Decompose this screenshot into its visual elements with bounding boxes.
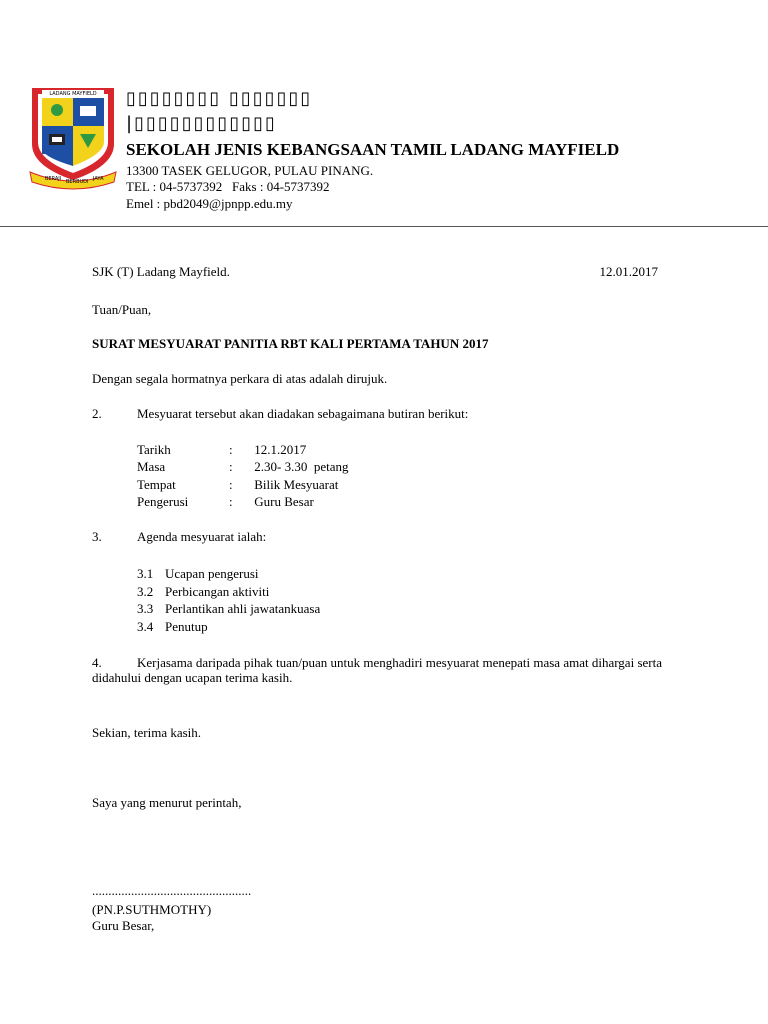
agenda-item-number: 3.2 <box>137 584 154 599</box>
agenda-item-text: Ucapan pengerusi <box>165 566 259 581</box>
paragraph-2-number: 2. <box>92 406 102 421</box>
paragraph-2-text: Mesyuarat tersebut akan diadakan sebagaimana butiran berikut: <box>137 406 469 421</box>
agenda-item-number: 3.3 <box>137 601 154 616</box>
svg-text:LADANG MAYFIELD: LADANG MAYFIELD <box>49 91 97 97</box>
school-name: SEKOLAH JENIS KEBANGSAAN TAMIL LADANG MAYFIELD <box>126 140 620 159</box>
detail-label-time: Masa <box>137 459 166 474</box>
detail-value-chair: Guru Besar <box>251 494 314 509</box>
detail-colon: : <box>229 477 233 492</box>
school-phones: TEL : 04-5737392 Faks : 04-5737392 <box>126 179 330 194</box>
svg-text:BERAJI: BERAJI <box>45 176 62 182</box>
school-name-tamil-line2: |▯▯▯▯▯▯▯▯▯▯▯▯ <box>126 113 277 134</box>
detail-label-chair: Pengerusi <box>137 494 189 509</box>
signature-line: ................................................. <box>92 883 252 898</box>
svg-text:BERBUDI: BERBUDI <box>66 179 89 185</box>
paragraph-4 <box>92 655 692 685</box>
paragraph-3-number: 3. <box>92 529 102 544</box>
detail-colon: : <box>229 442 233 457</box>
detail-label-place: Tempat <box>137 477 176 492</box>
agenda-item-text: Perlantikan ahli jawatankuasa <box>165 601 321 616</box>
agenda-item-number: 3.1 <box>137 566 154 581</box>
signer-name: (PN.P.SUTHMOTHY) <box>92 902 212 917</box>
sender-address: SJK (T) Ladang Mayfield. <box>92 264 230 279</box>
agenda-item-text: Perbicangan aktiviti <box>165 584 270 599</box>
detail-value-time: 2.30- 3.30 petang <box>251 459 349 474</box>
paragraph-1: Dengan segala hormatnya perkara di atas adalah dirujuk. <box>92 371 388 386</box>
letter-date: 12.01.2017 <box>599 264 658 279</box>
paragraph-4-number: 4. <box>92 655 102 670</box>
salutation: Tuan/Puan, <box>92 302 152 317</box>
closing-order-line: Saya yang menurut perintah, <box>92 795 242 810</box>
closing-line: Sekian, terima kasih. <box>92 725 202 740</box>
paragraph-4-text: Kerjasama daripada pihak tuan/puan untuk menghadiri mesyuarat menepati masa amat dihargai serta didahului dengan ucapan terima kasih. <box>92 655 662 685</box>
letterhead-divider <box>0 226 768 227</box>
signer-title: Guru Besar, <box>92 918 155 933</box>
school-name-tamil-line1: ▯▯▯▯▯▯▯▯ ▯▯▯▯▯▯▯ <box>126 88 313 109</box>
school-email: Emel : pbd2049@jpnpp.edu.my <box>126 196 293 211</box>
detail-label-date: Tarikh <box>137 442 171 457</box>
school-name-tamil-line2-text: ▯▯▯▯▯▯▯▯▯▯▯▯ <box>134 113 277 134</box>
paragraph-3-text: Agenda mesyuarat ialah: <box>137 529 267 544</box>
detail-value-place: Bilik Mesyuarat <box>251 477 339 492</box>
school-address: 13300 TASEK GELUGOR, PULAU PINANG. <box>126 163 374 178</box>
detail-colon: : <box>229 459 233 474</box>
detail-value-date: 12.1.2017 <box>251 442 307 457</box>
letter-subject: SURAT MESYUARAT PANITIA RBT KALI PERTAMA TAHUN 2017 <box>92 336 489 351</box>
agenda-item-text: Penutup <box>165 619 208 634</box>
svg-text:JAYA: JAYA <box>93 176 104 182</box>
agenda-item-number: 3.4 <box>137 619 154 634</box>
school-crest-icon <box>28 82 118 190</box>
detail-colon: : <box>229 494 233 509</box>
